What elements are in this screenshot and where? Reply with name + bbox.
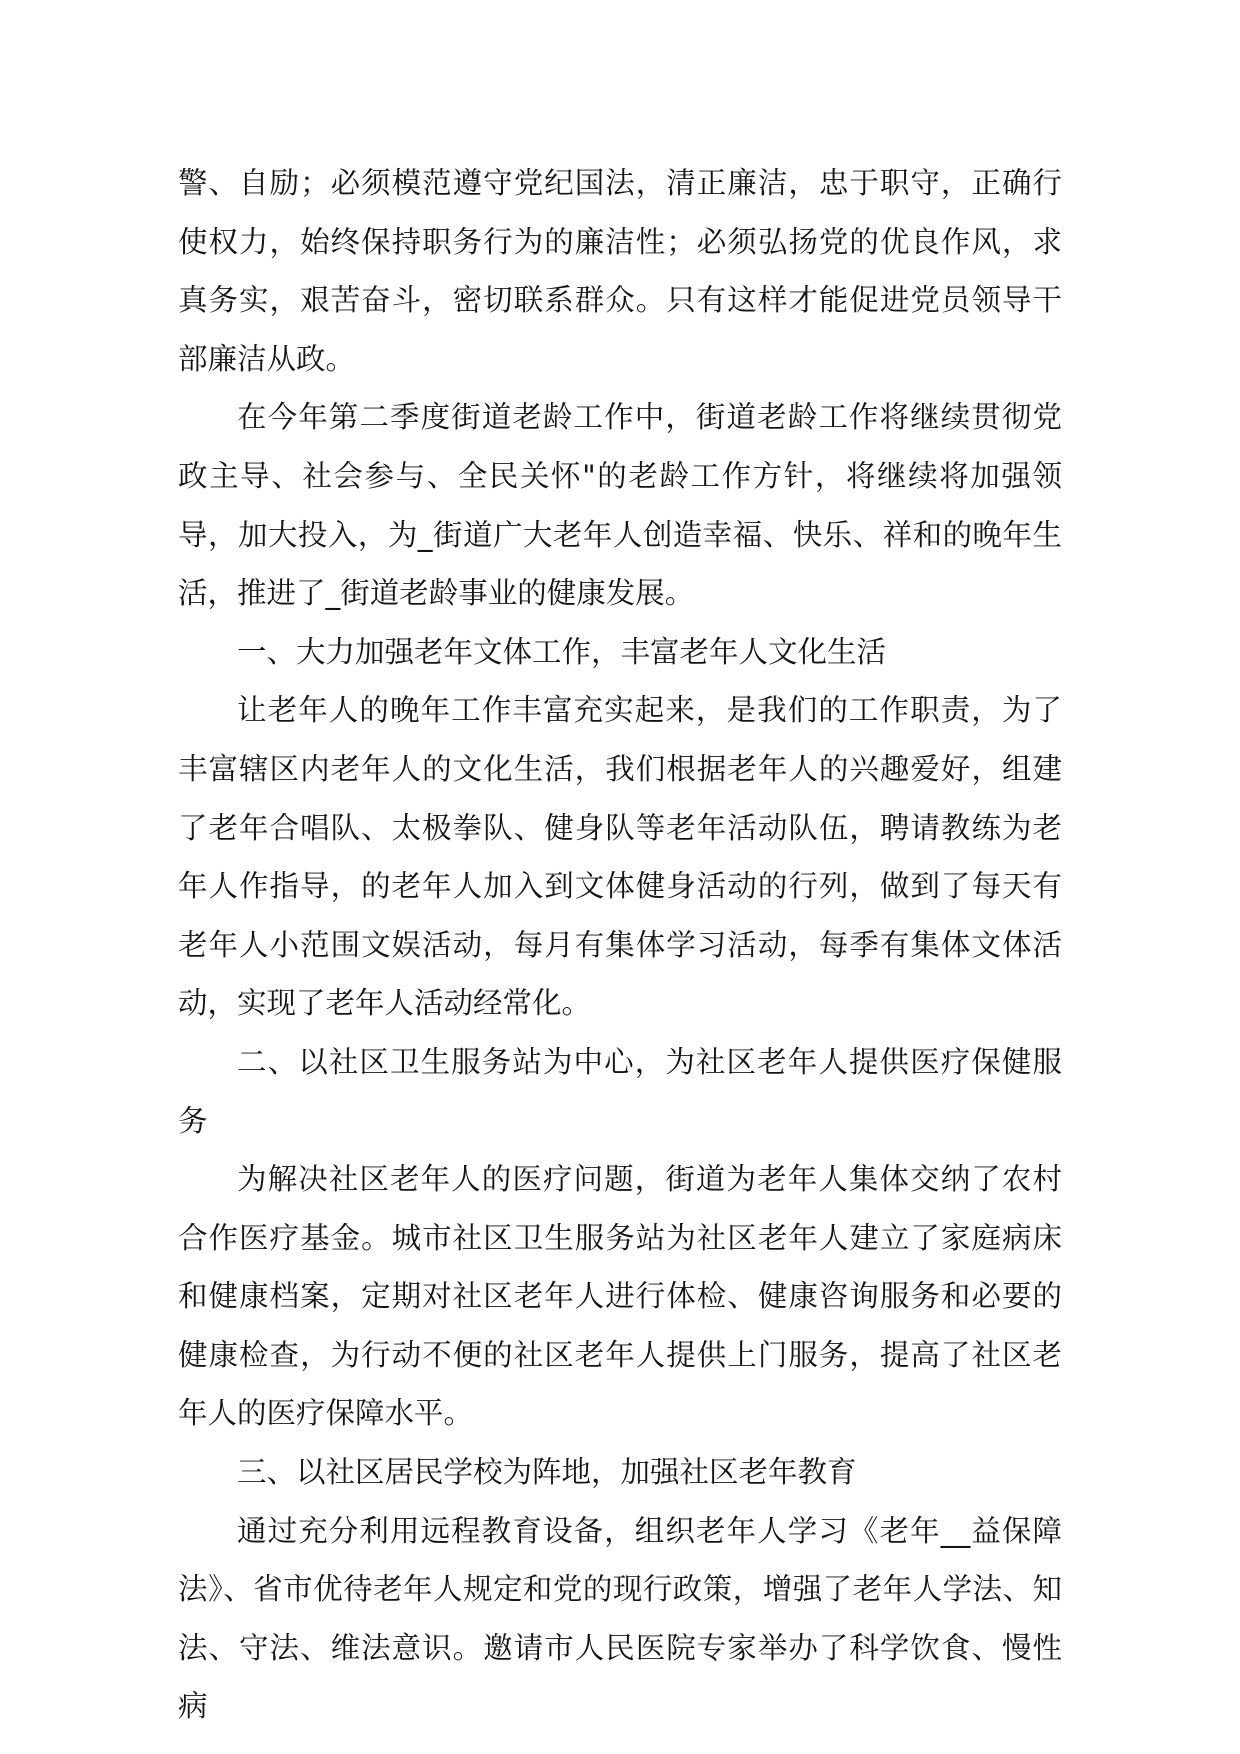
section-heading-health-service: 二、以社区卫生服务站为中心，为社区老年人提供医疗保健服务: [178, 1044, 1062, 1138]
document-body: [178, 154, 1062, 1736]
paragraph-health-service: 为解决社区老年人的医疗问题，街道为老年人集体交纳了农村合作医疗基金。城市社区卫生服务站为社区老年人建立了家庭病床和健康档案，定期对社区老年人进行体检、健康咨询服务和必要的健康检查，为行动不便的社区老年人提供上门服务，提高了社区老年人的医疗保障水平。: [178, 1162, 1062, 1431]
paragraph-culture-sports: 让老年人的晚年工作丰富充实起来，是我们的工作职责，为了丰富辖区内老年人的文化生活，我们根据老年人的兴趣爱好，组建了老年合唱队、太极拳队、健身队等老年活动队伍，聘请教练为老年人作指导，的老年人加入到文体健身活动的行列，做到了每天有老年人小范围文娱活动，每月有集体学习活动，每季有集体文体活动，实现了老年人活动经常化。: [178, 693, 1062, 1021]
section-heading-education: 三、以社区居民学校为阵地，加强社区老年教育: [237, 1455, 857, 1490]
paragraph-education: 通过充分利用远程教育设备，组织老年人学习《老年__益保障法》、省市优待老年人规定和党的现行政策，增强了老年人学法、知法、守法、维法意识。邀请市人民医院专家举办了科学饮食、慢性病: [178, 1513, 1062, 1724]
paragraph-continued-integrity: 警、自励；必须模范遵守党纪国法，清正廉洁，忠于职守，正确行使权力，始终保持职务行为的廉洁性；必须弘扬党的优良作风，求真务实，艰苦奋斗，密切联系群众。只有这样才能促进党员领导干部廉洁从政。: [178, 166, 1062, 376]
section-heading-culture-sports: 一、大力加强老年文体工作，丰富老年人文化生活: [237, 634, 887, 669]
paragraph-q2-aging-work: 在今年第二季度街道老龄工作中，街道老龄工作将继续贯彻党政主导、社会参与、全民关怀"的老龄工作方针，将继续将加强领导，加大投入，为_街道广大老年人创造幸福、快乐、祥和的晚年生活，推进了_街道老龄事业的健康发展。: [178, 400, 1062, 611]
